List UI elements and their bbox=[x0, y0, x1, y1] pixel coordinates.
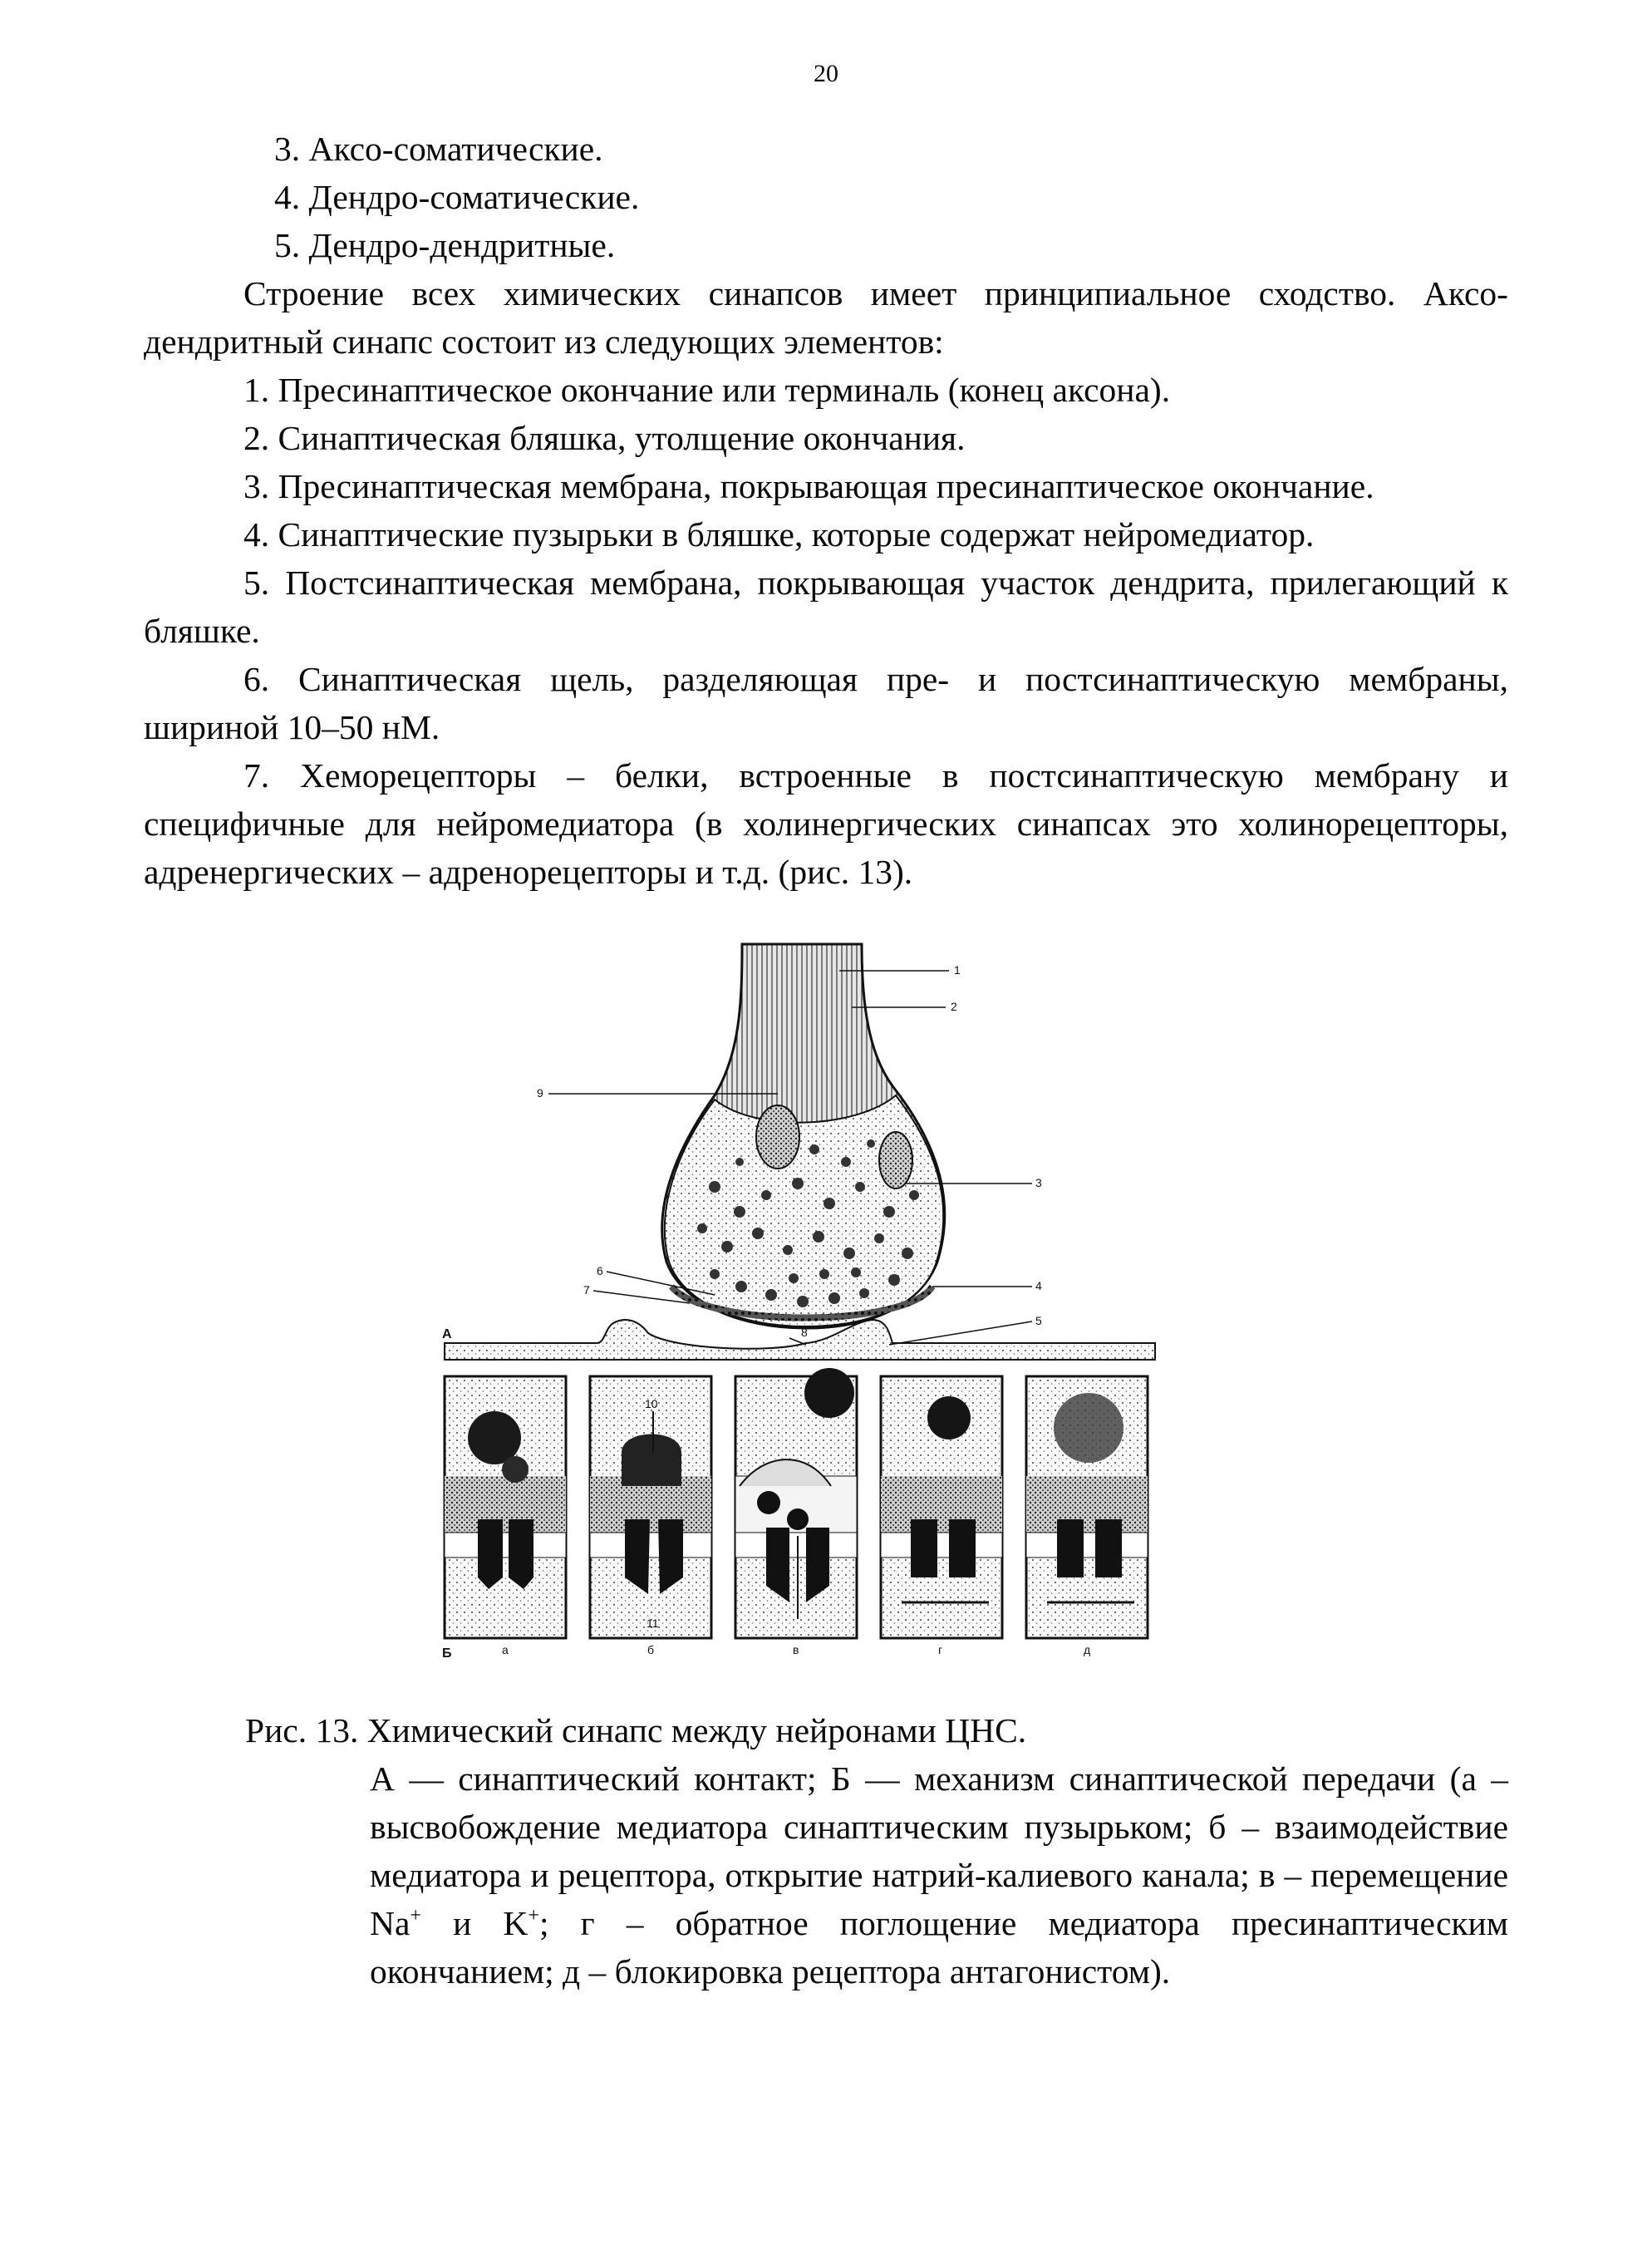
panel-a-label: А bbox=[442, 1327, 452, 1341]
stage-e-antagonist-block bbox=[1026, 1376, 1148, 1638]
panel-b-label: Б bbox=[442, 1646, 452, 1661]
intro-paragraph: Строение всех химических синапсов имеет принципиальное сходство. Аксо-дендритный синапс состоит из следующих элементов: bbox=[144, 274, 1508, 361]
body-text bbox=[144, 125, 1508, 896]
caption-legend bbox=[245, 1754, 1508, 1995]
mitochondrion-left bbox=[756, 1105, 799, 1169]
element-item-3: 3. Пресинаптическая мембрана, покрывающая пресинаптическое окончание. bbox=[243, 467, 1374, 505]
caption-legend-part-3: ; г – обратное поглощение медиатора пресинаптическим окончанием; д – блокировка рецептора антагонистом). bbox=[370, 1904, 1508, 1991]
callout-7: 7 bbox=[583, 1283, 590, 1297]
callout-9: 9 bbox=[537, 1086, 543, 1100]
callout-4: 4 bbox=[1035, 1279, 1042, 1292]
subpanel-label-d: д bbox=[1084, 1643, 1091, 1656]
list-item-dendro-dendritic: 5. Дендро-дендритные. bbox=[274, 226, 616, 264]
subpanel-label-a: а bbox=[502, 1643, 509, 1656]
element-item-5: 5. Постсинаптическая мембрана, покрывающая участок дендрита, прилегающий к бляшке. bbox=[144, 563, 1508, 650]
mitochondrion-right bbox=[879, 1132, 912, 1188]
element-item-7: 7. Хеморецепторы – белки, встроенные в постсинаптическую мембрану и специфичные для нейромедиатора (в холинергических синапсах это холинорецепторы, адренергических – адренорецепторы и т.д. (рис. 13). bbox=[144, 756, 1508, 891]
subpanel-label-b: б bbox=[647, 1643, 655, 1656]
callout-1: 1 bbox=[954, 963, 961, 977]
list-item-akso-somatic: 3. Аксо-соматические. bbox=[274, 130, 603, 168]
synapse-figure bbox=[440, 937, 1172, 1661]
k-charge: + bbox=[528, 1905, 539, 1927]
synapse-illustration bbox=[440, 937, 1172, 1661]
stage-d-reuptake bbox=[881, 1376, 1002, 1638]
subpanel-label-v: в bbox=[793, 1643, 799, 1656]
list-item-dendro-somatic: 4. Дендро-соматические. bbox=[274, 178, 640, 216]
subpanel-label-g: г bbox=[938, 1643, 943, 1656]
element-item-1: 1. Пресинаптическое окончание или терминаль (конец аксона). bbox=[243, 371, 1171, 409]
panel-a-synaptic-contact bbox=[442, 944, 1155, 1360]
stage-a-release bbox=[445, 1376, 566, 1638]
panel-b-transmission-stages bbox=[442, 1368, 1148, 1661]
na-charge: + bbox=[410, 1905, 421, 1927]
stage-c-ion-flow bbox=[735, 1368, 857, 1638]
callout-3: 3 bbox=[1035, 1176, 1042, 1189]
caption-legend-part-1: А — синаптический контакт; Б — механизм синаптической передачи (а – высвобождение медиатора синаптическим пузырьком; б – взаимодействие медиатора и рецептора, открытие натрий-калиевого канала; в – перемещение Na bbox=[370, 1759, 1508, 1942]
caption-title: Рис. 13. Химический синапс между нейронами ЦНС. bbox=[245, 1711, 1027, 1749]
figure-caption bbox=[245, 1706, 1508, 1995]
page-number: 20 bbox=[814, 60, 838, 87]
callout-8: 8 bbox=[801, 1326, 808, 1339]
marker-11: 11 bbox=[647, 1617, 659, 1630]
element-item-4: 4. Синаптические пузырьки в бляшке, которые содержат нейромедиатор. bbox=[243, 515, 1315, 554]
callout-5: 5 bbox=[1035, 1314, 1042, 1327]
element-item-2: 2. Синаптическая бляшка, утолщение окончания. bbox=[243, 419, 966, 457]
presynaptic-bouton bbox=[665, 1095, 943, 1326]
caption-legend-part-2: и K bbox=[420, 1904, 529, 1942]
element-item-6: 6. Синаптическая щель, разделяющая пре- и постсинаптическую мембраны, шириной 10–50 нМ. bbox=[144, 660, 1508, 746]
callout-2: 2 bbox=[951, 1000, 957, 1013]
stage-b-binding bbox=[590, 1376, 711, 1638]
marker-10: 10 bbox=[645, 1397, 658, 1410]
callout-6: 6 bbox=[597, 1264, 603, 1277]
